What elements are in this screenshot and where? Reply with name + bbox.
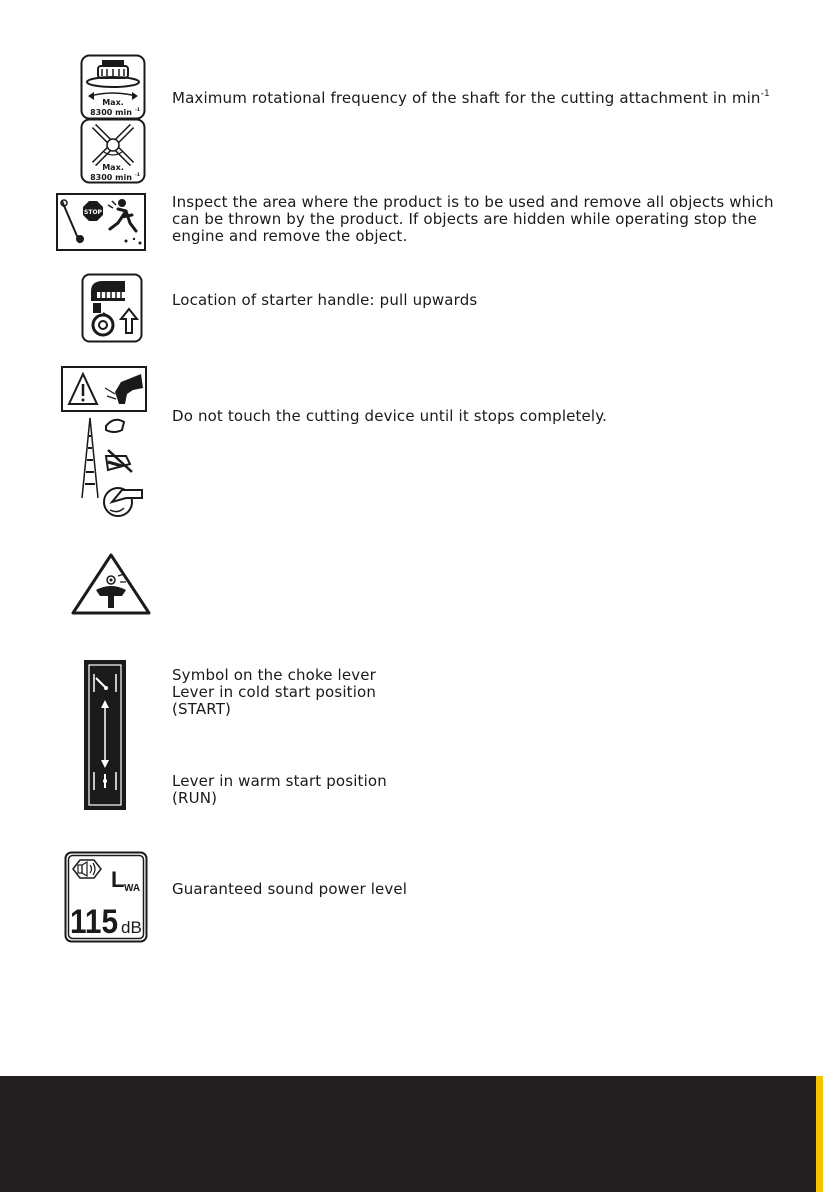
inspect-description [172, 194, 774, 245]
no-touch-description-text: Do not touch the cutting device until it stops completely. [172, 407, 608, 425]
page-footer-band [0, 1076, 823, 1192]
spool-head-rotation-icon [80, 54, 146, 120]
starter-handle-pull-up-icon [81, 273, 143, 343]
footer-accent-strip [816, 1076, 823, 1192]
sound-value: 115 [70, 903, 118, 941]
rotation-description [172, 90, 770, 107]
sound-description [172, 881, 407, 898]
rotation-speed-sup: -1 [135, 108, 140, 113]
blade-speed-label: 8300 min [90, 173, 132, 182]
inspect-line-1: Inspect the area where the product is to be used and remove all objects which [172, 193, 774, 211]
choke-lever-icon [84, 660, 126, 810]
inspect-line-3: engine and remove the object. [172, 227, 408, 245]
starter-description [172, 292, 477, 309]
no-touch-description [172, 408, 607, 425]
sound-description-text: Guaranteed sound power level [172, 880, 408, 898]
choke-warm-description [172, 773, 387, 807]
choke-cold-line-1: Symbol on the choke lever [172, 666, 376, 684]
blade-rotation-icon [80, 118, 146, 184]
rotation-description-sup: -1 [760, 89, 770, 99]
sound-power-level-icon [64, 851, 148, 943]
lwa-sub-label: WA [124, 883, 141, 894]
rotation-speed-label: 8300 min [90, 108, 132, 117]
choke-cold-description [172, 667, 376, 718]
hot-surface-warning-icon [70, 552, 152, 616]
cutting-device-stop-icon [78, 414, 148, 520]
choke-warm-line-2: (RUN) [172, 789, 218, 807]
inspect-area-stop-icon [56, 193, 146, 251]
blade-speed-sup: -1 [135, 173, 140, 178]
rotation-max-label: Max. [102, 98, 124, 107]
stop-sign-label: STOP [84, 209, 102, 216]
choke-warm-line-1: Lever in warm start position [172, 772, 387, 790]
rotation-description-text: Maximum rotational frequency of the shaft for the cutting attachment in min [172, 89, 761, 107]
lwa-l-label: L [111, 867, 125, 892]
blade-max-label: Max. [102, 163, 124, 172]
warning-hand-icon [61, 366, 147, 412]
choke-cold-line-3: (START) [172, 700, 232, 718]
starter-description-text: Location of starter handle: pull upwards [172, 291, 478, 309]
choke-cold-line-2: Lever in cold start position [172, 683, 377, 701]
sound-unit: dB [121, 918, 142, 937]
inspect-line-2: can be thrown by the product. If objects are hidden while operating stop the [172, 210, 757, 228]
